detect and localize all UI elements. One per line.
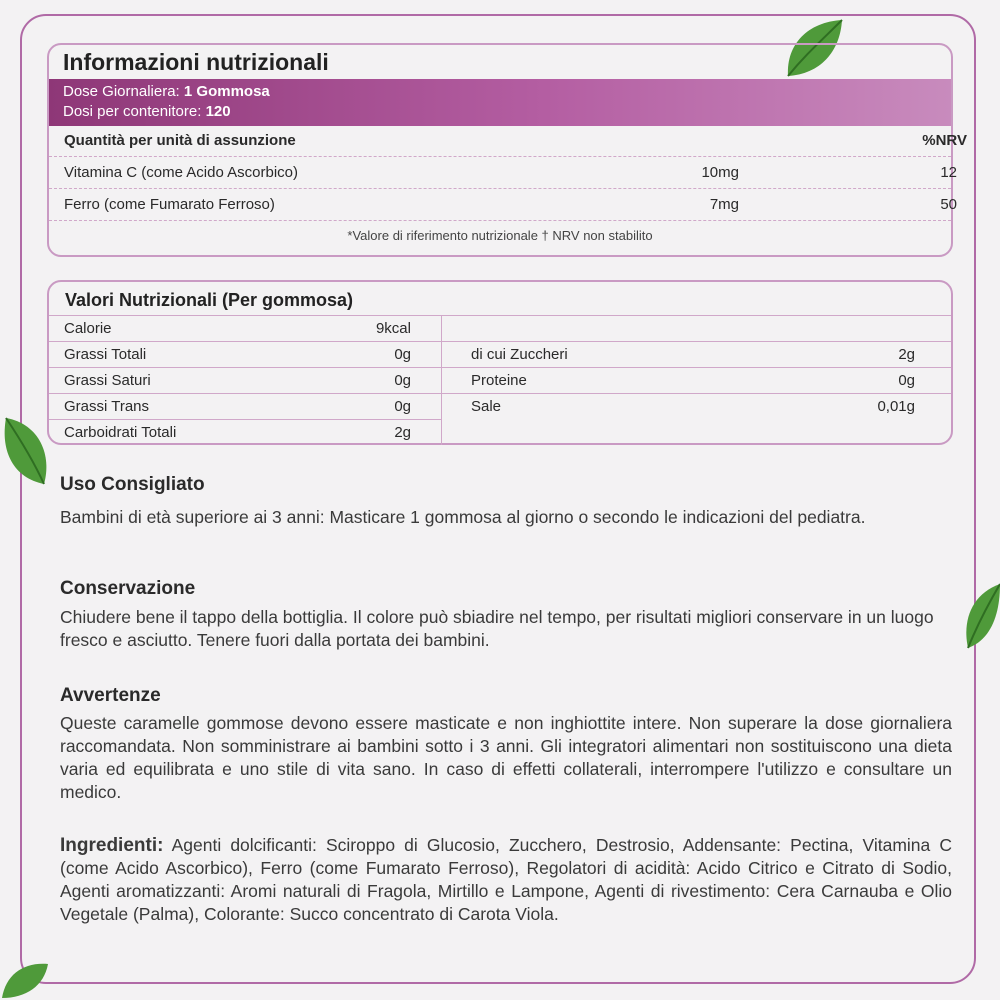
nutrient-name: Ferro (come Fumarato Ferroso) [64,196,275,213]
nutrition-values-right [441,316,951,419]
header-quantity: Quantità per unità di assunzione [64,132,296,149]
table-row [49,157,957,189]
value-name: Grassi Totali [64,346,147,363]
nutrition-values-left [49,316,442,445]
nutrition-info-panel [47,43,967,257]
daily-dose [63,82,937,102]
per-container-label: Dosi per contenitore: [63,103,202,120]
usage-text: Bambini di età superiore ai 3 anni: Masticare 1 gommosa al giorno o secondo le indicazioni del pediatra. [60,507,866,527]
nutrient-amount: 10mg [701,164,739,181]
value-amount: 2g [898,346,915,363]
table-row [49,316,441,342]
leaf-icon [0,958,50,1000]
value-amount: 2g [394,424,411,441]
nutrition-info-title: Informazioni nutrizionali [63,49,329,75]
value-name: Carboidrati Totali [64,424,177,441]
header-nrv: %NRV [922,132,967,149]
dose-banner [49,79,951,126]
daily-dose-label: Dose Giornaliera: [63,83,180,100]
storage-text: Chiudere bene il tappo della bottiglia. Il colore può sbiadire nel tempo, per risultati migliori conservare in un luogo fresco e asciutto. Tenere fuori dalla portata dei bambini. [60,607,934,650]
value-name: Grassi Trans [64,398,150,415]
leaf-icon [960,580,1000,652]
per-container [63,102,937,122]
value-amount: 0g [394,346,411,363]
value-name: Proteine [471,372,527,389]
nrv-footnote: *Valore di riferimento nutrizionale † NRV non stabilito [347,228,653,243]
storage-title: Conservazione [60,578,196,599]
value-amount: 0g [394,398,411,415]
table-row [49,394,441,420]
nutrition-header-row [49,126,967,157]
table-row [49,420,441,445]
table-row [49,189,957,221]
usage-title: Uso Consigliato [60,474,205,495]
value-amount: 0g [898,372,915,389]
value-amount: 9kcal [375,320,411,337]
table-row [49,342,441,368]
nutrition-values-title: Valori Nutrizionali (Per gommosa) [49,282,951,316]
value-name: di cui Zuccheri [471,346,568,363]
warnings-section [60,684,952,804]
ingredients-title: Ingredienti: [60,835,164,856]
usage-section [60,473,952,529]
value-amount: 0g [394,372,411,389]
nutrient-nrv: 12 [940,164,957,181]
ingredients-text: Agenti dolcificanti: Sciroppo di Glucosio, Zucchero, Destrosio, Addensante: Pectina, Vitamina C (come Acido Ascorbico), Ferro (come Fumarato Ferroso), Regolatori di acidità: Acido Citrico e Citrato di Sodio, Agenti aromatizzanti: Aromi naturali di Fragola, Mirtillo e Lampone, Agenti di rivestimento: Cera Carnauba e Olio Vegetale (Palma), Colorante: Succo concentrato di Carota Viola. [60,835,952,924]
value-name: Grassi Saturi [64,372,151,389]
table-row [49,368,441,394]
leaf-icon [0,412,52,488]
ingredients-paragraph [60,834,952,926]
nutrient-nrv: 50 [940,196,957,213]
ingredients-section [60,834,952,926]
warnings-text: Queste caramelle gommose devono essere masticate e non inghiottite intere. Non superare la dose giornaliera raccomandata. Non somministrare ai bambini sotto i 3 anni. Gli integratori alimentari non sostituiscono una dieta varia ed equilibrata e uno stile di vita sano. In caso di effetti collaterali, interrompere l'utilizzo e consultare un medico. [60,713,952,802]
nutrient-name: Vitamina C (come Acido Ascorbico) [64,164,298,181]
value-name: Calorie [64,320,112,337]
nutrient-amount: 7mg [709,196,739,213]
value-amount: 0,01g [877,398,915,415]
table-row [441,394,951,419]
table-row [441,316,951,342]
daily-dose-value: 1 Gommosa [183,83,270,100]
nutrition-values-panel [47,280,953,445]
table-row [441,368,951,394]
warnings-title: Avvertenze [60,685,161,706]
table-row [441,342,951,368]
storage-section [60,577,952,652]
per-container-value: 120 [205,103,231,120]
value-name: Sale [471,398,502,415]
